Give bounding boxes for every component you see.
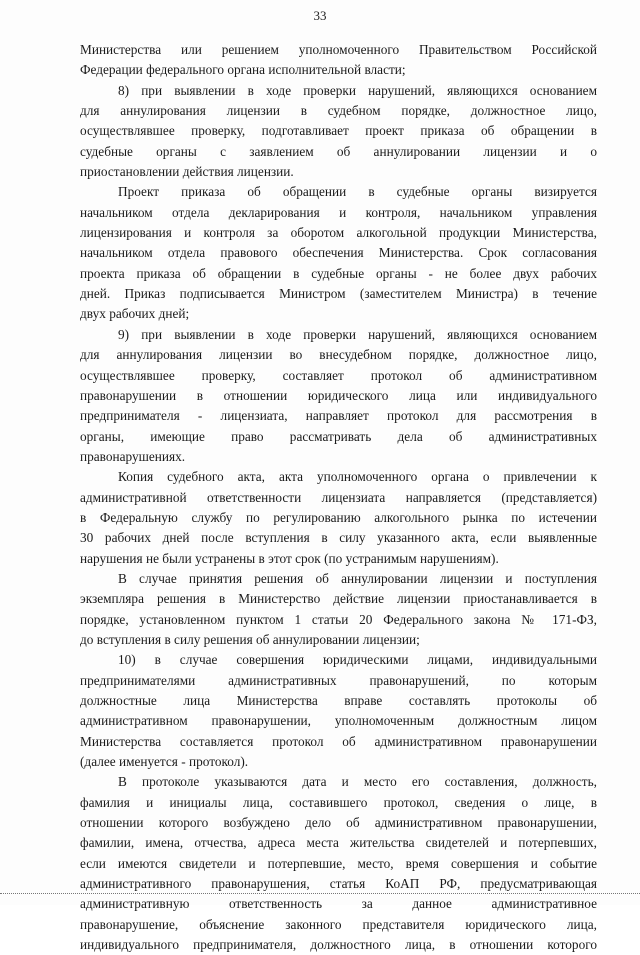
- text-line: предпринимателя - лицензиата, направляет протокол для рассмотрения в: [80, 408, 597, 424]
- text-line: 9) при выявлении в ходе проверки нарушений, являющихся основанием: [118, 326, 597, 342]
- text-line: дней. Приказ подписывается Министром (заместителем Министра) в течение: [80, 286, 597, 302]
- text-line: правонарушении в отношении юридического лица или индивидуального: [80, 387, 597, 403]
- text-line: отношении которого возбуждено дело об административном правонарушении,: [80, 815, 597, 831]
- text-line: 30 рабочих дней после вступления в силу указанного акта, если выявленные: [80, 530, 597, 546]
- text-line: 8) при выявлении в ходе проверки нарушений, являющихся основанием: [118, 82, 597, 98]
- text-line: Министерства составляется протокол об административном правонарушении: [80, 733, 597, 749]
- text-line: административного правонарушения, статья КоАП РФ, предусматривающая: [80, 876, 597, 892]
- text-line: (далее именуется - протокол).: [80, 754, 249, 770]
- text-line: правонарушениях.: [80, 448, 186, 464]
- text-line: до вступления в силу решения об аннулировании лицензии;: [80, 631, 420, 647]
- text-line: проекта приказа об обращении в судебные органы - не более двух рабочих: [80, 265, 597, 281]
- text-line: двух рабочих дней;: [80, 306, 190, 322]
- paragraph: [80, 40, 597, 81]
- paragraph: [80, 182, 597, 324]
- text-line: В случае принятия решения об аннулировании лицензии и поступления: [118, 570, 597, 586]
- paragraph: [80, 467, 597, 569]
- text-line: начальником отдела декларирования и контроля, начальником управления: [80, 204, 597, 220]
- text-line: В протоколе указываются дата и место его составления, должность,: [118, 774, 597, 790]
- text-line: административной ответственности лицензиата направляется (представляется): [80, 489, 597, 505]
- text-line: фамилии, имена, отчества, адреса места жительства свидетелей и потерпевших,: [80, 835, 597, 851]
- text-line: экземпляра решения в Министерство действие лицензии приостанавливается в: [80, 591, 597, 607]
- text-line: в Федеральную службу по регулированию алкогольного рынка по истечении: [80, 509, 597, 525]
- text-line: нарушения не были устранены в этот срок (по устранимым нарушениям).: [80, 550, 499, 566]
- text-line: Копия судебного акта, акта уполномоченного органа о привлечении к: [118, 469, 597, 485]
- paragraph: [80, 325, 597, 467]
- text-line: лицензирования и контроля за оборотом алкогольной продукции Министерства,: [80, 225, 597, 241]
- paragraph: [80, 81, 597, 183]
- text-line: судебные органы с заявлением об аннулировании лицензии и о: [80, 143, 597, 159]
- text-line: осуществлявшее проверку, подготавливает проект приказа об обращении в: [80, 123, 597, 139]
- text-line: осуществлявшее проверку, составляет протокол об административном: [80, 367, 597, 383]
- document-body: [80, 40, 597, 955]
- text-line: Проект приказа об обращении в судебные органы визируется: [118, 184, 597, 200]
- text-line: должностные лица Министерства вправе составлять протоколы об: [80, 693, 597, 708]
- text-line: предпринимателями административных правонарушений, по которым: [80, 672, 597, 688]
- text-line: органы, имеющие право рассматривать дела об административных: [80, 428, 597, 444]
- paragraph: [80, 772, 597, 955]
- text-line: индивидуального предпринимателя, должностного лица, в отношении которого: [80, 937, 597, 953]
- paragraph: [80, 650, 597, 772]
- text-line: порядке, установленном пунктом 1 статьи 20 Федерального закона № 171-ФЗ,: [80, 611, 597, 627]
- text-line: 10) в случае совершения юридическими лицами, индивидуальными: [118, 652, 597, 668]
- bottom-divider: [0, 893, 640, 894]
- text-line: для аннулирования лицензии в судебном порядке, должностное лицо,: [80, 103, 597, 119]
- text-line: правонарушение, объяснение законного представителя юридического лица,: [80, 916, 597, 932]
- text-line: начальником отдела правового обеспечения Министерства. Срок согласования: [80, 245, 597, 261]
- text-line: Федерации федерального органа исполнительной власти;: [80, 62, 406, 78]
- paragraph: [80, 569, 597, 650]
- text-line: Министерства или решением уполномоченного Правительством Российской: [80, 42, 597, 57]
- text-line: фамилия и инициалы лица, составившего протокол, сведения о лице, в: [80, 794, 597, 810]
- text-line: если имеются свидетели и потерпевшие, место, время совершения и событие: [80, 855, 597, 871]
- text-line: приостановлении действия лицензии.: [80, 164, 294, 180]
- text-line: для аннулирования лицензии во внесудебном порядке, должностное лицо,: [80, 347, 597, 363]
- text-line: административном правонарушении, уполномоченным должностным лицом: [80, 713, 597, 729]
- text-line: административную ответственность за данное административное: [80, 896, 597, 912]
- page-number: 33: [313, 8, 327, 23]
